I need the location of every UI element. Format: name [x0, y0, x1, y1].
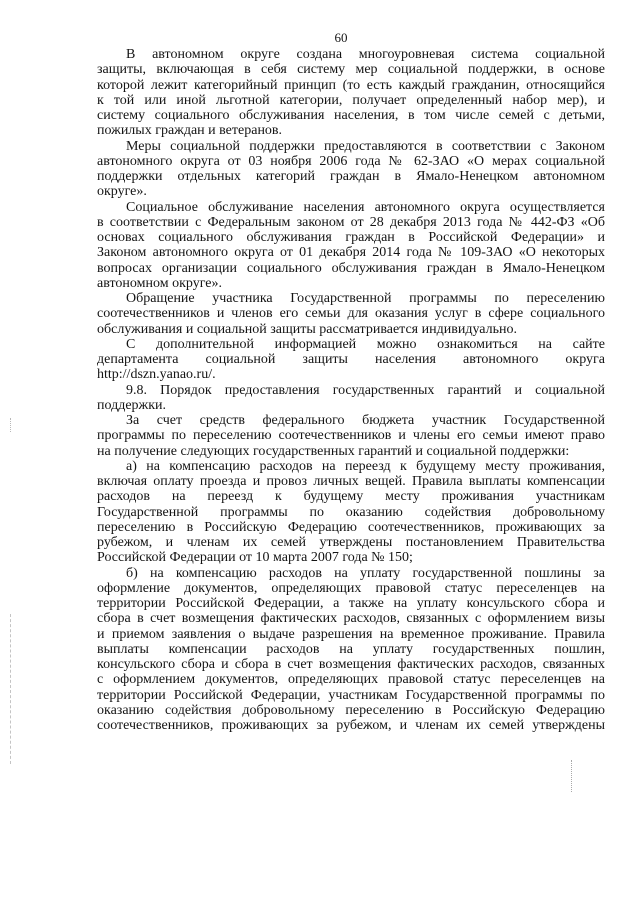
text-line: автономного округа от 03 ноября 2006 года № 62-ЗАО «О мерах социальной: [97, 153, 605, 169]
text-line: поддержки.: [97, 397, 167, 413]
text-line: Обращение участника Государственной программы по переселению: [126, 291, 605, 306]
text-line: включая оплату проезда и провоз личных вещей. Правила выплаты компенсации: [97, 474, 605, 489]
text-line: За счет средств федерального бюджета участник Государственной: [126, 413, 605, 428]
text-line: переселению в Российскую Федерацию соотечественников, проживающих за: [97, 519, 605, 535]
list-item-a-relocation-compensation: [97, 459, 605, 566]
text-line: территории Российской Федерации, а также на уплату консульского сбора и: [97, 596, 605, 611]
text-line: б) на компенсацию расходов на уплату государственной пошлины за: [126, 565, 605, 581]
text-line: автономном округе».: [97, 275, 222, 291]
text-line: оформление документов, определяющих правовой статус переселенцев на: [97, 580, 605, 596]
text-line: Социальное обслуживание населения автономного округа осуществляется: [126, 199, 605, 215]
paragraph-additional-info: [97, 337, 605, 383]
paragraph-participant-requests: [97, 291, 605, 337]
text-line: рубежом, и членам их семей утверждены постановлением Правительства: [97, 535, 605, 550]
text-line: расходов на переезд к будущему месту проживания участникам: [97, 489, 605, 505]
scan-artifact-mark: [571, 760, 572, 792]
paragraph-social-support-measures: [97, 139, 605, 200]
text-line: поддержки отдельных категорий граждан в Ямало-Ненецком автономном: [97, 169, 605, 184]
text-line: к той или иной льготной категории, получает определенный набор мер), и: [97, 92, 605, 108]
text-line: с оформлением документов, определяющих правовой статус переселенцев на: [97, 672, 605, 688]
document-body: [97, 47, 605, 733]
text-line: департамента социальной защиты населения автономного округа: [97, 352, 605, 367]
text-line: а) на компенсацию расходов на переезд к будущему месту проживания,: [126, 458, 605, 474]
text-line: и приемом заявления о выдаче разрешения на временное проживание. Правила: [97, 626, 605, 642]
scan-artifact-mark: [10, 614, 11, 764]
text-line: Меры социальной поддержки предоставляются в соответствии с Законом: [126, 138, 605, 154]
section-heading-9-8: [97, 383, 605, 414]
text-line: соотечественников, проживающих за рубежом, и членам их семей утверждены: [97, 718, 605, 733]
paragraph-federal-guarantees-intro: [97, 413, 605, 459]
paragraph-social-services: [97, 200, 605, 292]
list-item-b-fees-compensation: [97, 566, 605, 734]
text-line: С дополнительной информацией можно ознакомиться на сайте: [126, 336, 605, 352]
text-line: Государственной программы по оказанию содействия добровольному: [97, 504, 605, 520]
text-line: систему социального обслуживания населения, в том числе семей с детьми,: [97, 108, 605, 123]
text-line: пожилых граждан и ветеранов.: [97, 123, 283, 139]
text-line: вопросах организации социального обслуживания граждан в Ямало-Ненецком: [97, 260, 605, 276]
scan-artifact-mark: [10, 418, 11, 432]
paragraph-social-protection-system: [97, 47, 605, 139]
text-line: Законом автономного округа от 01 декабря 2014 года № 109-ЗАО «О некоторых: [97, 245, 605, 261]
text-line: выплаты компенсации расходов на уплату государственных пошлин,: [97, 641, 605, 657]
website-url: http://dszn.yanao.ru/.: [97, 367, 216, 383]
text-line: которой лежит категорийный принцип (то есть каждый гражданин, относящийся: [97, 77, 605, 93]
text-line: территории Российской Федерации, участникам Государственной программы по: [97, 687, 605, 703]
text-line: оказанию содействия добровольному переселению в Российскую Федерацию: [97, 702, 605, 718]
text-line: программы по переселению соотечественников и члены его семьи имеют право: [97, 428, 605, 444]
text-line: основах социального обслуживания граждан в Российской Федерации» и: [97, 230, 605, 245]
text-line: на получение следующих государственных гарантий и социальной поддержки:: [97, 443, 570, 459]
text-line: обслуживания и социальной защиты рассматривается индивидуально.: [97, 321, 517, 337]
text-line: 9.8. Порядок предоставления государственных гарантий и социальной: [126, 382, 605, 398]
text-line: консульского сбора и сбора в счет возмещения фактических расходов, связанных: [97, 657, 605, 672]
text-line: В автономном округе создана многоуровневая система социальной: [126, 47, 605, 62]
text-line: сбора в счет возмещения фактических расходов, связанных с оформлением визы: [97, 611, 605, 627]
text-line: защиты, включающая в себя систему мер социальной поддержки, в основе: [97, 62, 605, 78]
text-line: Российской Федерации от 10 марта 2007 года № 150;: [97, 550, 413, 566]
text-line: округе».: [97, 184, 147, 200]
page-number: 60: [334, 30, 348, 45]
text-line: в соответствии с Федеральным законом от 28 декабря 2013 года № 442-ФЗ «Об: [97, 214, 605, 230]
text-line: соотечественников и членов его семьи для оказания услуг в сфере социального: [97, 306, 605, 322]
